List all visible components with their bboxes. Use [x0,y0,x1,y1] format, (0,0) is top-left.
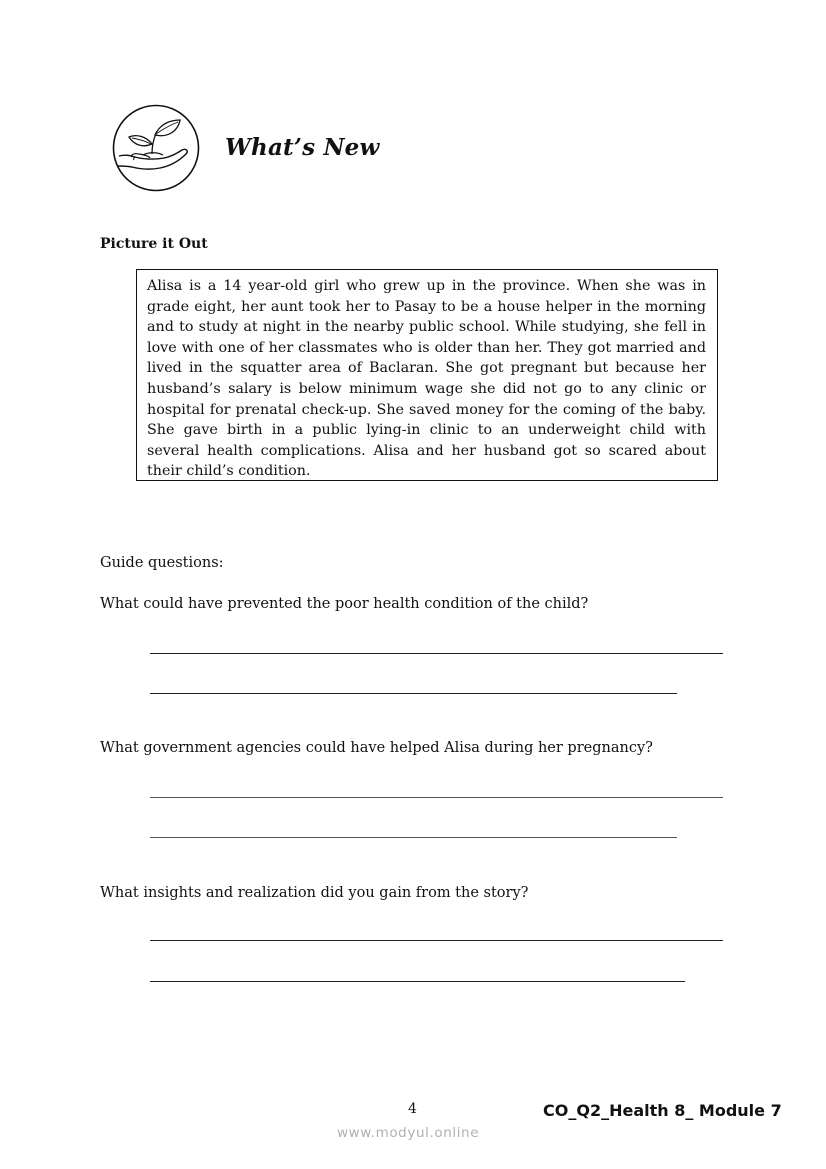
guide-questions-label: Guide questions: [100,555,224,571]
answer-line-2a[interactable] [150,797,723,798]
question-3: What insights and realization did you gain from the story? [100,885,529,901]
answer-line-1b[interactable] [150,693,677,694]
watermark: www.modyul.online [337,1125,480,1141]
section-title: What’s New [225,134,380,161]
question-1: What could have prevented the poor health condition of the child? [100,596,589,612]
answer-line-3b[interactable] [150,981,685,982]
answer-line-3a[interactable] [150,940,723,941]
answer-line-1a[interactable] [150,653,723,654]
page-number: 4 [408,1101,417,1117]
activity-subheading: Picture it Out [100,236,208,252]
hand-holding-plant-icon [112,104,200,192]
question-2: What government agencies could have helped Alisa during her pregnancy? [100,740,653,756]
module-code: CO_Q2_Health 8_ Module 7 [543,1101,782,1120]
answer-line-2b[interactable] [150,837,677,838]
story-box [136,269,718,481]
story-text: Alisa is a 14 year-old girl who grew up in the province. When she was in grade eight, her aunt took her to Pasay to be a house helper in the morning and to study at night in the nearby public school. While studying, she fell in love with one of her classmates who is older than her. They got married and lived in the squatter area of Baclaran. She got pregnant but because her husband’s salary is below minimum wage she did not go to any clinic or hospital for prenatal check-up. She saved money for the coming of the baby. She gave birth in a public lying-in clinic to an underweight child with several health complications. Alisa and her husband got so scared about their child’s condition. [147,278,706,480]
